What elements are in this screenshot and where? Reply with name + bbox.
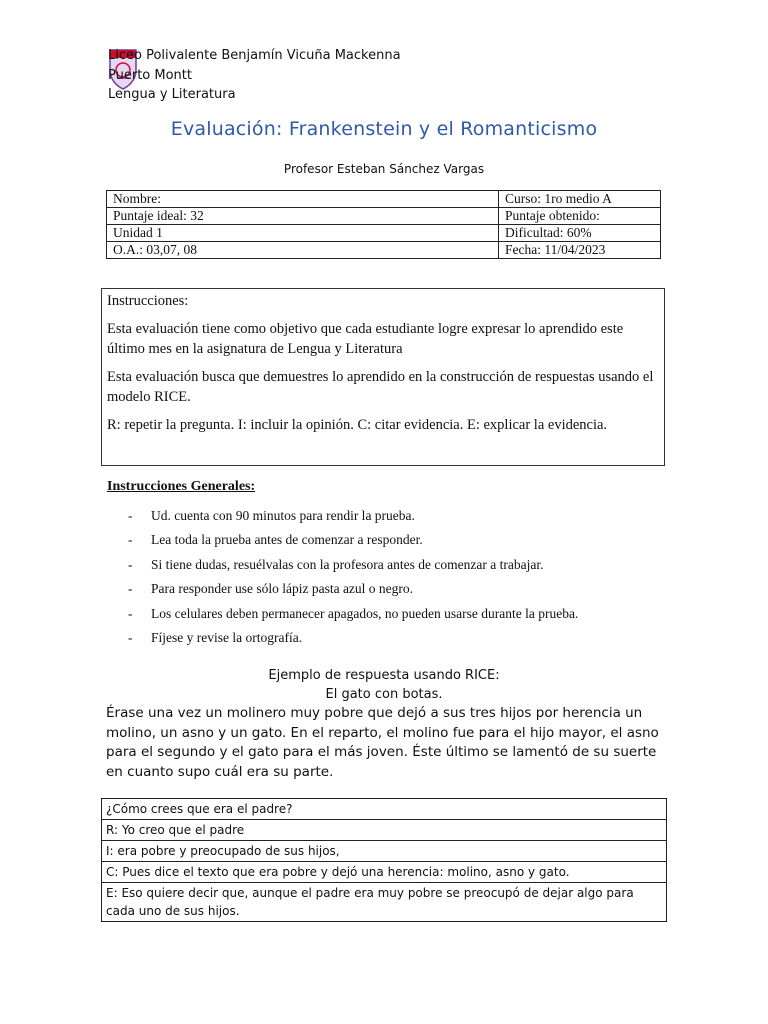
example-heading: Ejemplo de respuesta usando RICE:: [268, 668, 500, 683]
table-row: [102, 799, 667, 820]
school-city: Puerto Montt: [108, 67, 192, 83]
general-instructions-list: [128, 506, 578, 652]
table-row: [102, 820, 667, 841]
list-item: - Para responder use sólo lápiz pasta azul o negro.: [128, 581, 414, 597]
table-cell: R: Yo creo que el padre: [102, 820, 667, 841]
school-header: [108, 46, 401, 105]
instructions-box: [101, 288, 665, 466]
story-title: El gato con botas.: [325, 687, 443, 702]
general-instructions-title: Instrucciones Generales:: [107, 479, 256, 494]
table-cell: ¿Cómo crees que era el padre?: [102, 799, 667, 820]
table-cell: Curso: 1ro medio A: [499, 191, 661, 208]
table-row: [102, 883, 667, 922]
table-cell: E: Eso quiere decir que, aunque el padre era muy pobre se preocupó de dejar algo para cada uno de sus hijos.: [102, 883, 667, 922]
list-item: - Si tiene dudas, resuélvalas con la profesora antes de comenzar a trabajar.: [128, 556, 544, 572]
table-cell: Unidad 1: [107, 225, 499, 242]
page-title: Evaluación: Frankenstein y el Romanticismo: [170, 118, 598, 140]
table-row: [107, 191, 661, 208]
table-cell: Nombre:: [107, 191, 499, 208]
instructions-paragraph: Esta evaluación busca que demuestres lo aprendido en la construcción de respuestas usando el modelo RICE.: [107, 369, 654, 405]
student-info-table: [106, 190, 661, 259]
instructions-paragraph: Esta evaluación tiene como objetivo que cada estudiante logre expresar lo aprendido este último mes en la asignatura de Lengua y Literatura: [107, 321, 624, 357]
table-row: [102, 862, 667, 883]
table-cell: I: era pobre y preocupado de sus hijos,: [102, 841, 667, 862]
table-cell: Puntaje obtenido:: [499, 208, 661, 225]
subject-name: Lengua y Literatura: [108, 87, 236, 102]
list-item: - Ud. cuenta con 90 minutos para rendir la prueba.: [128, 508, 415, 523]
table-cell: Puntaje ideal: 32: [107, 208, 499, 225]
instructions-heading: Instrucciones:: [107, 293, 189, 309]
table-row: [102, 841, 667, 862]
table-cell: O.A.: 03,07, 08: [107, 242, 499, 259]
table-cell: Dificultad: 60%: [499, 225, 661, 242]
story-text: Érase una vez un molinero muy pobre que dejó a sus tres hijos por herencia un molino, un asno y un gato. En el reparto, el molino fue para el hijo mayor, el asno para el segundo y el gato para el más joven. Éste último se lamentó de su suerte en cuanto supo cuál era su parte.: [106, 705, 659, 780]
school-name: Liceo Polivalente Benjamín Vicuña Mackenna: [108, 48, 401, 63]
table-cell: Fecha: 11/04/2023: [499, 242, 661, 259]
table-row: [107, 242, 661, 259]
list-item: - Lea toda la prueba antes de comenzar a responder.: [128, 532, 423, 548]
list-item: - Fíjese y revise la ortografía.: [128, 629, 303, 645]
list-item: - Los celulares deben permanecer apagados, no pueden usarse durante la prueba.: [128, 605, 579, 621]
instructions-paragraph: R: repetir la pregunta. I: incluir la opinión. C: citar evidencia. E: explicar la evidencia.: [107, 417, 608, 433]
table-row: [107, 225, 661, 242]
table-row: [107, 208, 661, 225]
teacher-name: Profesor Esteban Sánchez Vargas: [283, 162, 485, 176]
table-cell: C: Pues dice el texto que era pobre y dejó una herencia: molino, asno y gato.: [102, 862, 667, 883]
rice-example-table: [101, 798, 667, 922]
